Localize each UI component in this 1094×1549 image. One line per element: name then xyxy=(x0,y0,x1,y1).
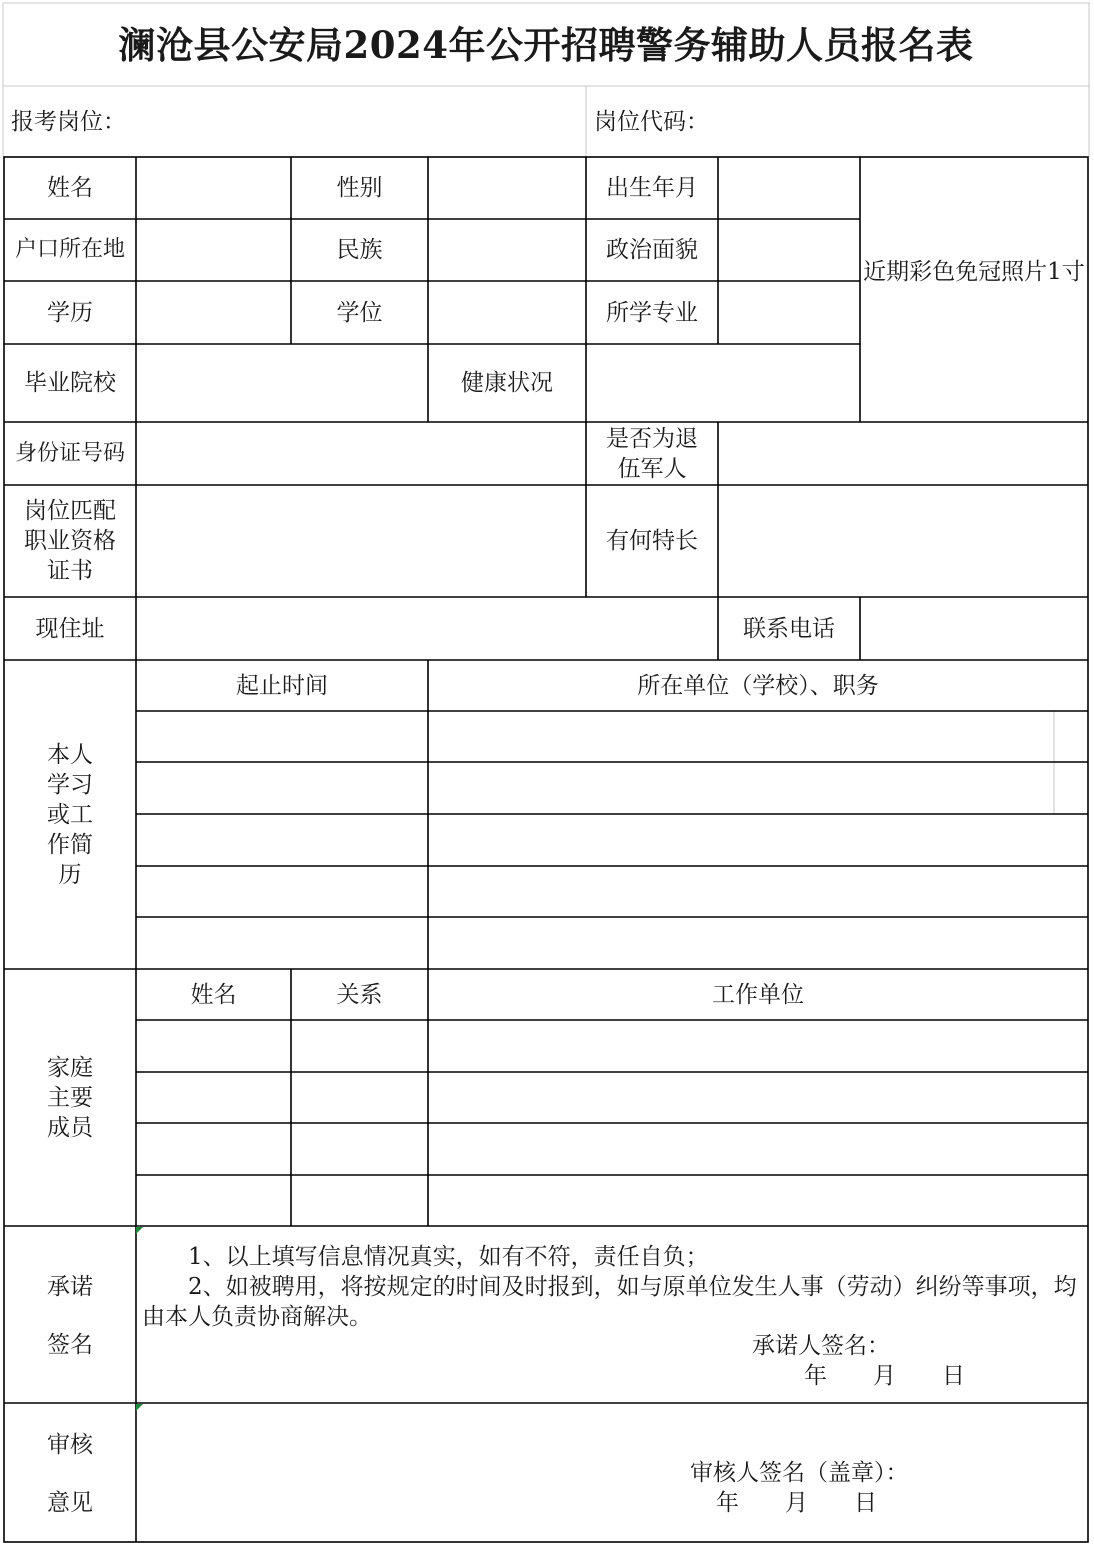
education-input[interactable] xyxy=(136,281,291,344)
veteran-input[interactable] xyxy=(718,422,1088,485)
birth-input[interactable] xyxy=(718,157,860,219)
resume-row[interactable] xyxy=(136,762,1088,814)
family-section-label: 家庭主要成员 xyxy=(47,1054,93,1141)
major-label: 所学专业 xyxy=(606,299,698,326)
page-title: 澜沧县公安局2024年公开招聘警务辅助人员报名表 xyxy=(118,22,974,67)
position-label: 报考岗位： xyxy=(11,108,126,135)
review-opinion-field[interactable] xyxy=(136,1403,1088,1457)
pledge-signature-field[interactable] xyxy=(900,1330,1080,1362)
cell-marker-icon xyxy=(136,1227,143,1234)
specialty-label: 有何特长 xyxy=(606,528,698,554)
pledge-label-2: 签名 xyxy=(47,1332,93,1358)
family-row[interactable] xyxy=(136,1175,1088,1226)
resume-col-time: 起止时间 xyxy=(236,672,328,699)
hukou-label: 户口所在地 xyxy=(14,237,125,262)
phone-input[interactable] xyxy=(860,597,1088,660)
resume-row[interactable] xyxy=(136,814,1088,866)
review-signer-label: 审核人签名（盖章）： xyxy=(690,1460,909,1486)
name-input[interactable] xyxy=(136,157,291,219)
name-label: 姓名 xyxy=(47,175,93,201)
family-col-relation: 关系 xyxy=(336,981,383,1008)
pledge-line-2: 2、如被聘用，将按规定的时间及时报到，如与原单位发生人事（劳动）纠纷等事项，均由本人负责协商解决。 xyxy=(142,1274,1077,1330)
certificate-input[interactable] xyxy=(136,485,586,597)
degree-label: 学位 xyxy=(336,299,383,326)
resume-col-unit: 所在单位（学校）、职务 xyxy=(637,672,879,699)
school-label: 毕业院校 xyxy=(24,370,116,396)
family-col-work: 工作单位 xyxy=(712,981,804,1008)
health-input[interactable] xyxy=(586,344,860,422)
address-label: 现住址 xyxy=(35,615,105,642)
gender-label: 性别 xyxy=(336,175,383,201)
address-input[interactable] xyxy=(136,597,718,660)
degree-input[interactable] xyxy=(428,281,586,344)
gender-input[interactable] xyxy=(428,157,586,219)
position-input[interactable] xyxy=(120,96,580,148)
certificate-label: 岗位匹配职业资格证书 xyxy=(24,498,116,584)
id-number-input[interactable] xyxy=(136,422,586,485)
pledge-signer-label: 承诺人签名： xyxy=(752,1333,890,1359)
education-label: 学历 xyxy=(47,299,93,326)
position-code-input[interactable] xyxy=(706,96,1084,148)
review-date: 年 月 日 xyxy=(716,1490,877,1516)
pledge-line-1: 1、以上填写信息情况真实，如有不符，责任自负； xyxy=(188,1244,709,1270)
political-input[interactable] xyxy=(718,219,860,281)
pledge-date: 年 月 日 xyxy=(804,1363,965,1389)
resume-row[interactable] xyxy=(136,866,1088,917)
position-code-label: 岗位代码： xyxy=(594,108,709,135)
family-row[interactable] xyxy=(136,1123,1088,1175)
health-label: 健康状况 xyxy=(461,370,553,396)
family-row[interactable] xyxy=(136,1020,1088,1072)
id-number-label: 身份证号码 xyxy=(14,440,125,466)
ethnicity-input[interactable] xyxy=(428,219,586,281)
review-label-1: 审核 xyxy=(47,1432,93,1458)
family-col-name: 姓名 xyxy=(190,981,237,1008)
phone-label: 联系电话 xyxy=(743,615,835,642)
veteran-label: 是否为退伍军人 xyxy=(606,425,698,482)
political-label: 政治面貌 xyxy=(606,237,698,263)
review-label-2: 意见 xyxy=(47,1490,93,1516)
specialty-input[interactable] xyxy=(718,485,1088,597)
resume-row[interactable] xyxy=(136,917,1088,969)
hukou-input[interactable] xyxy=(136,219,291,281)
ethnicity-label: 民族 xyxy=(336,237,383,263)
major-input[interactable] xyxy=(718,281,860,344)
school-input[interactable] xyxy=(136,344,428,422)
birth-label: 出生年月 xyxy=(606,175,698,201)
pledge-label-1: 承诺 xyxy=(47,1274,93,1300)
photo-placeholder[interactable]: 近期彩色免冠照片1寸 xyxy=(863,259,1085,285)
resume-section-label: 本人学习或工作简历 xyxy=(47,741,93,888)
family-row[interactable] xyxy=(136,1072,1088,1123)
resume-row[interactable] xyxy=(136,711,1088,762)
